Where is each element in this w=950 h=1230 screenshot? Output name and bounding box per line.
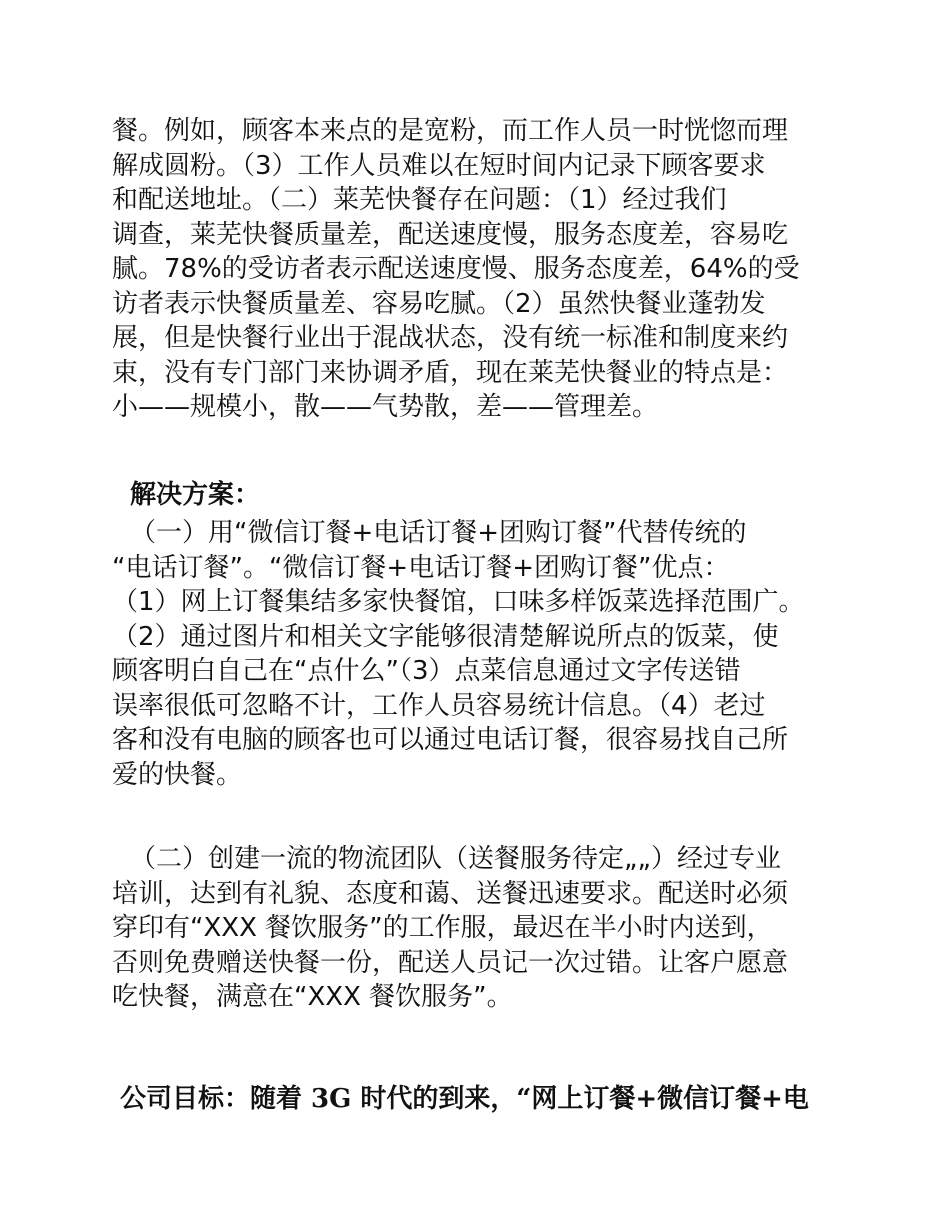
text-line: 客和没有电脑的顾客也可以通过电话订餐，很容易找自己所 xyxy=(112,725,789,755)
company-goal-line: 公司目标：随着 3G 时代的到来，“网上订餐+微信订餐+电 xyxy=(120,1084,809,1114)
text-line: （一）用“微信订餐+电话订餐+团购订餐”代替传统的 xyxy=(130,518,747,548)
text-line: （2）通过图片和相关文字能够很清楚解说所点的饭菜，使 xyxy=(112,621,779,652)
text-line: 解成圆粉。（3）工作人员难以在短时间内记录下顾客要求 xyxy=(112,150,766,181)
text-line: 访者表示快餐质量差、容易吃腻。（2）虽然快餐业蓬勃发 xyxy=(112,288,766,319)
solution-paragraph-1 xyxy=(112,516,852,792)
text-line: 顾客明白自己在“点什么”（3）点菜信息通过文字传送错 xyxy=(112,656,741,686)
problem-paragraph xyxy=(112,114,852,425)
text-line: “电话订餐”。“微信订餐+电话订餐+团购订餐”优点： xyxy=(112,552,730,583)
text-line: 餐。例如，顾客本来点的是宽粉，而工作人员一时恍惚而理 xyxy=(112,116,789,146)
text-line: 否则免费赠送快餐一份，配送人员记一次过错。让客户愿意 xyxy=(112,947,789,978)
solution-paragraph-2 xyxy=(112,842,852,1015)
text-line: 培训，达到有礼貌、态度和蔼、送餐迅速要求。配送时必须 xyxy=(112,878,789,909)
text-line: 穿印有“XXX 餐饮服务”的工作服，最迟在半小时内送到， xyxy=(112,913,773,943)
text-line: 束，没有专门部门来协调矛盾，现在莱芜快餐业的特点是： xyxy=(112,357,789,388)
text-line: （二）创建一流的物流团队（送餐服务待定„„）经过专业 xyxy=(130,844,781,874)
text-line: 误率很低可忽略不计，工作人员容易统计信息。（4）老过 xyxy=(112,690,766,721)
text-line: （1）网上订餐集结多家快餐馆，口味多样饭菜选择范围广。 xyxy=(112,587,805,617)
text-line: 和配送地址。（二）莱芜快餐存在问题：（1）经过我们 xyxy=(112,185,727,215)
text-line: 吃快餐，满意在“XXX 餐饮服务”。 xyxy=(112,982,513,1012)
text-line: 小——规模小，散——气势散，差——管理差。 xyxy=(112,392,659,422)
solution-heading: 解决方案： xyxy=(130,480,261,510)
text-line: 展，但是快餐行业出于混战状态，没有统一标准和制度来约 xyxy=(112,323,789,353)
text-line: 腻。78%的受访者表示配送速度慢、服务态度差，64%的受 xyxy=(112,254,800,284)
text-line: 调查，莱芜快餐质量差，配送速度慢，服务态度差，容易吃 xyxy=(112,219,789,250)
text-line: 爱的快餐。 xyxy=(112,759,243,790)
